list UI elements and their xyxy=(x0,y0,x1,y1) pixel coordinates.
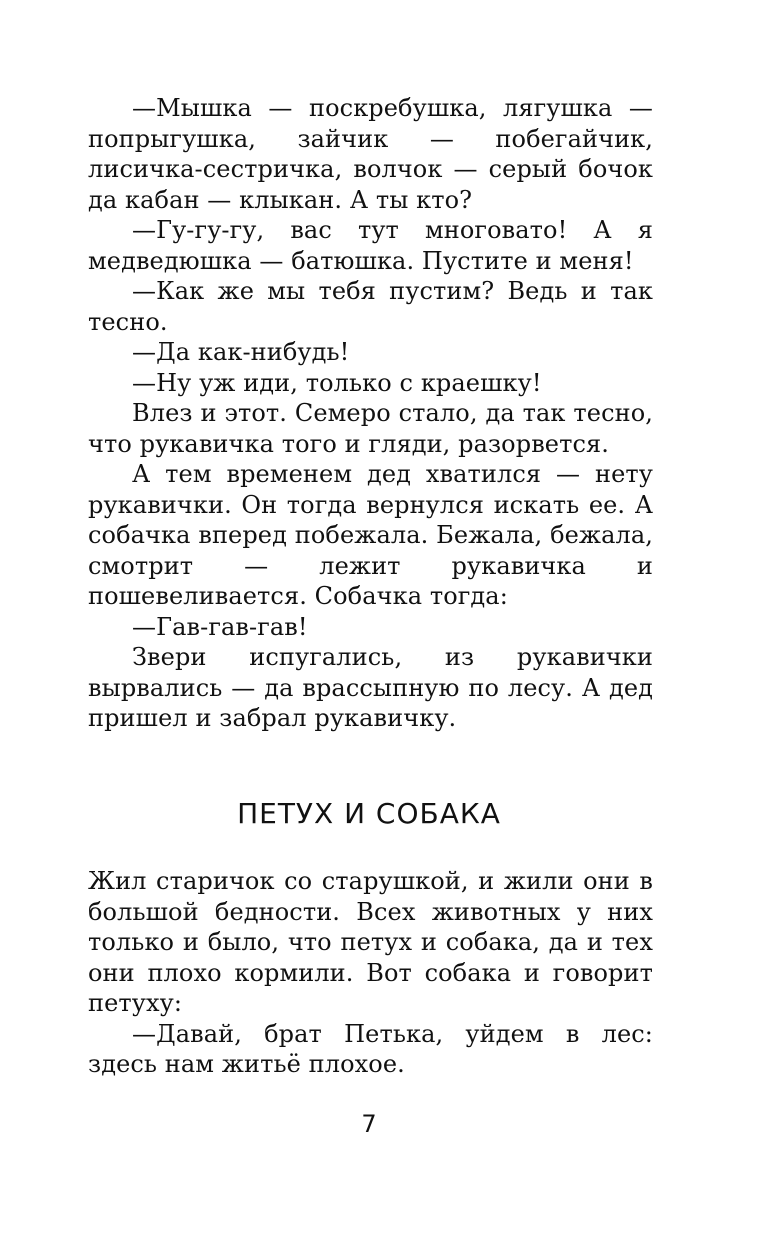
paragraph: —Как же мы тебя пустим? Ведь и так тесно. xyxy=(88,277,653,336)
paragraph: —Давай, брат Петька, уйдем в лес: здесь нам житьё плохое. xyxy=(88,1019,653,1078)
paragraph: —Ну уж иди, только с краешку! xyxy=(132,368,542,397)
paragraph: Влез и этот. Семеро стало, да так тесно, что рукавичка того и гляди, разорвется. xyxy=(88,399,653,458)
story-text-continued xyxy=(88,93,653,734)
paragraph: Жил старичок со старушкой, и жили они в большой бедности. Всех животных у них только и было, что петух и собака, да и тех они плохо кормили. Вот собака и говорит петуху: xyxy=(88,867,653,1017)
paragraph: —Мышка — поскребушка, лягушка — попрыгушка, зайчик — побегайчик, лисичка-сестричка, волчок — серый бочок да кабан — клыкан. А ты кто? xyxy=(88,94,653,214)
paragraph: —Да как-нибудь! xyxy=(132,338,350,366)
paragraph: А тем временем дед хватился — нету рукавички. Он тогда вернулся искать ее. А собачка вперед побежала. Бежала, бежала, смотрит — лежит рукавичка и пошевеливается. Собачка тогда: xyxy=(88,460,653,610)
paragraph: —Гу-гу-гу, вас тут многовато! А я медведюшка — батюшка. Пустите и меня! xyxy=(88,216,653,275)
story-text xyxy=(88,866,653,1080)
story-title: ПЕТУХ И СОБАКА xyxy=(237,797,501,830)
paragraph: —Гав-гав-гав! xyxy=(132,612,308,641)
page-number: 7 xyxy=(361,1110,377,1138)
paragraph: Звери испугались, из рукавички вырвались — да врассыпную по лесу. А дед пришел и забрал рукавичку. xyxy=(88,643,653,732)
